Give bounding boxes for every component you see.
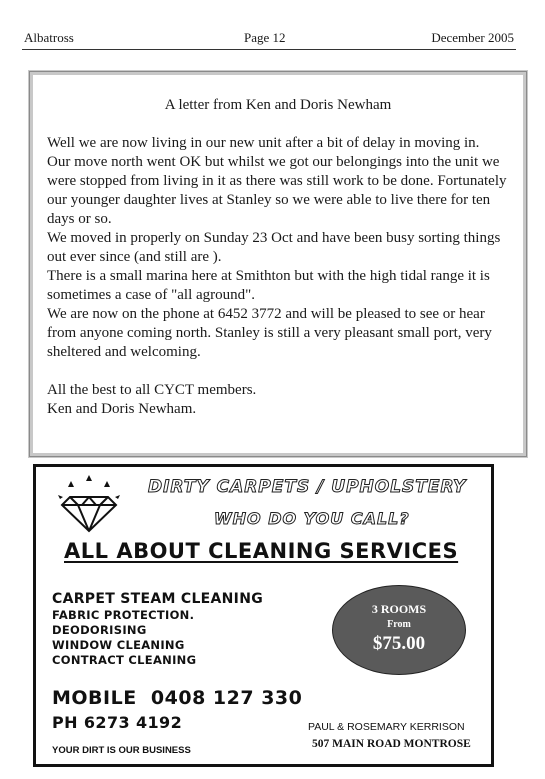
offer-rooms: 3 ROOMS xyxy=(371,602,427,616)
publication-name: Albatross xyxy=(24,30,74,45)
service-item: FABRIC PROTECTION. xyxy=(52,608,195,622)
price-offer-badge xyxy=(332,585,466,675)
letter-body xyxy=(47,134,513,419)
ad-tagline: DIRTY CARPETS / UPHOLSTERY xyxy=(148,477,467,497)
company-name: ALL ABOUT CLEANING SERVICES xyxy=(64,539,459,563)
diamond-icon xyxy=(58,475,120,533)
letter-closing: All the best to all CYCT members. xyxy=(47,382,257,398)
mobile-number: MOBILE 0408 127 330 xyxy=(52,687,303,709)
issue-date: December 2005 xyxy=(431,30,514,45)
letter-signature: Ken and Doris Newham. xyxy=(47,401,197,417)
service-item: DEODORISING xyxy=(52,623,147,637)
header-rule xyxy=(22,49,516,50)
services-list xyxy=(52,591,263,668)
ad-slogan: YOUR DIRT IS OUR BUSINESS xyxy=(52,745,191,756)
business-address: 507 MAIN ROAD MONTROSE xyxy=(312,738,471,750)
service-item: CARPET STEAM CLEANING xyxy=(52,591,264,607)
offer-price: $75.00 xyxy=(372,633,426,654)
letter-paragraph: We moved in properly on Sunday 23 Oct and have been busy sorting things out ever since (and still are ). xyxy=(47,230,501,265)
letter-paragraph: Our move north went OK but whilst we got our belongings into the unit we were stopped from living in it as there was still work to be done. Fortunately our younger daughter lives at Stanley so we were able to live there for ten days or so. xyxy=(47,154,507,227)
letter-paragraph: We are now on the phone at 6452 3772 and will be pleased to see or hear from anyone coming north. Stanley is still a very pleasant small port, very sheltered and welcoming. xyxy=(47,306,492,360)
ad-question: WHO DO YOU CALL? xyxy=(214,509,410,528)
letter-paragraph: Well we are now living in our new unit after a bit of delay in moving in. xyxy=(47,135,480,151)
service-item: CONTRACT CLEANING xyxy=(52,653,197,667)
owner-names: PAUL & ROSEMARY KERRISON xyxy=(308,721,465,733)
cleaning-advertisement xyxy=(33,464,494,767)
letter-paragraph: There is a small marina here at Smithton but with the high tidal range it is sometimes a case of "all aground". xyxy=(47,268,490,303)
page-number: Page 12 xyxy=(244,30,286,45)
phone-number: PH 6273 4192 xyxy=(52,713,183,732)
letter-box xyxy=(28,70,528,458)
letter-title: A letter from Ken and Doris Newham xyxy=(164,97,392,113)
page-header xyxy=(24,30,514,50)
paragraph-gap xyxy=(47,362,513,381)
service-item: WINDOW CLEANING xyxy=(52,638,185,652)
offer-from: From xyxy=(387,619,411,630)
